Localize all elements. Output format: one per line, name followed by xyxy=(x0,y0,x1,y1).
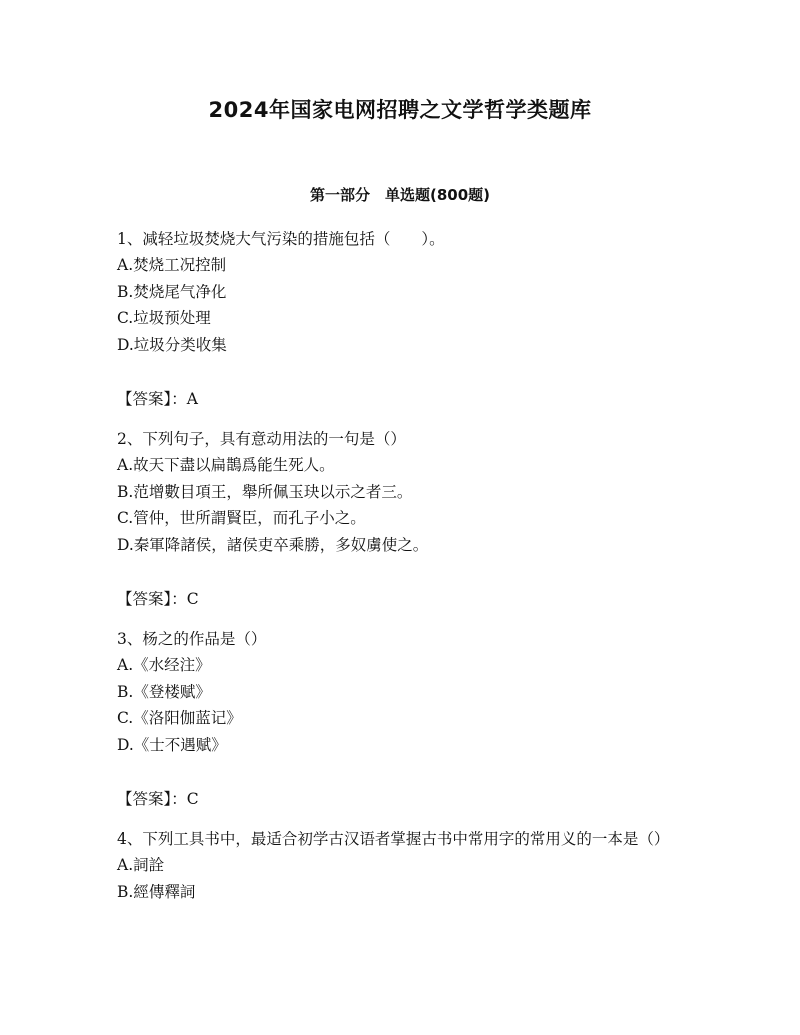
question-2 xyxy=(117,426,687,612)
option-a: A.焚烧工况控制 xyxy=(117,256,227,274)
answer-line xyxy=(117,786,687,812)
question-list xyxy=(117,226,687,905)
option-b: B.《登楼赋》 xyxy=(117,682,211,701)
option-c: C.垃圾预处理 xyxy=(117,309,211,327)
option-c: C.《洛阳伽蓝记》 xyxy=(117,709,242,727)
option-b: B.焚烧尾气净化 xyxy=(117,282,227,301)
section-title: 第一部分 单选题(800题) xyxy=(309,186,491,204)
option-a: A.《水经注》 xyxy=(117,656,211,674)
answer-value: A xyxy=(186,390,198,408)
option-a: A.詞詮 xyxy=(117,856,165,874)
document-title: 2024年国家电网招聘之文学哲学类题库 xyxy=(208,98,592,122)
option-d: D.《士不遇赋》 xyxy=(117,735,227,754)
answer-label: 【答案】： xyxy=(117,390,187,408)
option-a: A.故天下盡以扁鵲爲能生死人。 xyxy=(117,456,335,474)
option-b: B.經傳釋詞 xyxy=(117,882,196,901)
option-c: C.管仲，世所謂賢臣，而孔子小之。 xyxy=(117,509,366,527)
option-d: D.垃圾分类收集 xyxy=(117,335,227,354)
question-stem: 3、杨之的作品是（） xyxy=(117,630,267,648)
question-4 xyxy=(117,826,687,905)
question-1 xyxy=(117,226,687,412)
question-3 xyxy=(117,626,687,812)
option-d: D.秦軍降諸侯，諸侯吏卒乘勝，多奴虜使之。 xyxy=(117,535,429,554)
answer-value: C xyxy=(186,590,199,608)
question-stem: 1、减轻垃圾焚烧大气污染的措施包括（ ）。 xyxy=(117,230,445,248)
answer-line xyxy=(117,586,687,612)
answer-label: 【答案】： xyxy=(117,590,187,608)
answer-line xyxy=(117,386,687,412)
option-b: B.范增數目項王，舉所佩玉玦以示之者三。 xyxy=(117,482,413,501)
answer-value: C xyxy=(186,790,199,808)
answer-label: 【答案】： xyxy=(117,790,187,808)
question-stem: 2、下列句子，具有意动用法的一句是（） xyxy=(117,430,406,448)
question-stem: 4、下列工具书中，最适合初学古汉语者掌握古书中常用字的常用义的一本是（） xyxy=(117,830,670,848)
